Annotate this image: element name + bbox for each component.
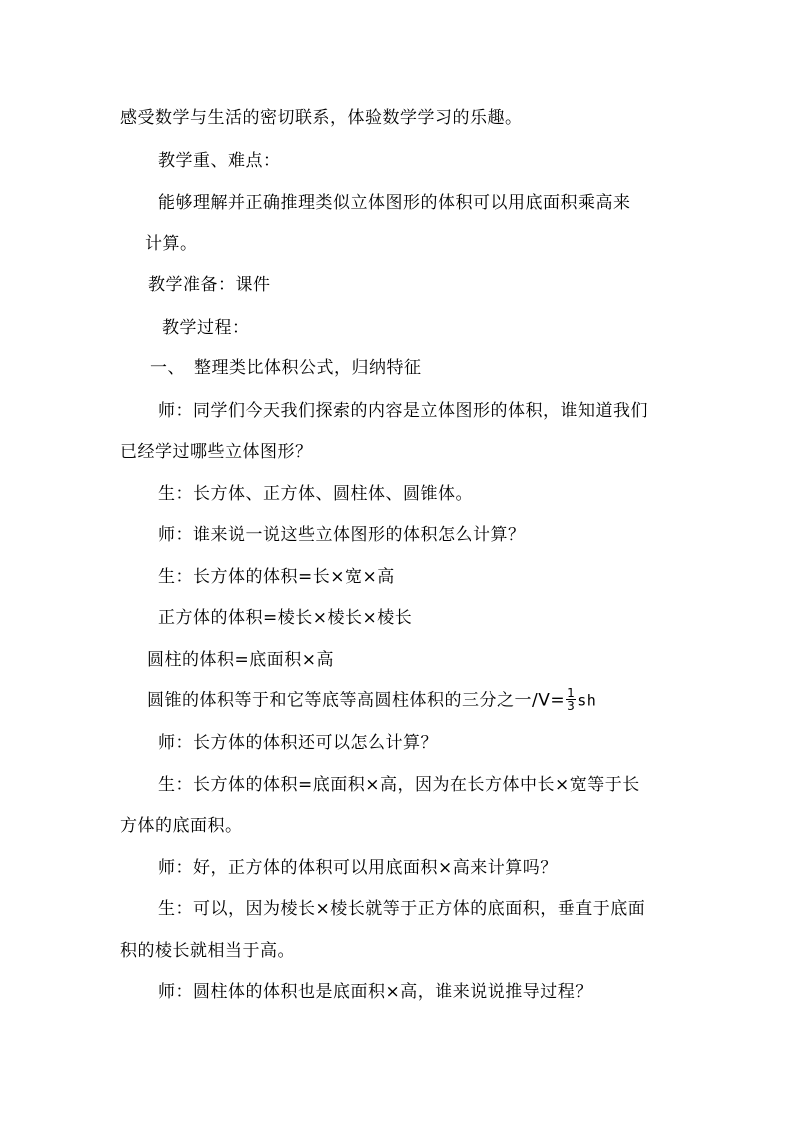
paragraph-line: 生：长方体的体积=长×宽×高 bbox=[158, 567, 395, 587]
paragraph-line: 积的棱长就相当于高。 bbox=[120, 941, 295, 961]
paragraph-line: 生：长方体、正方体、圆柱体、圆锥体。 bbox=[158, 484, 473, 504]
paragraph-line: 圆柱的体积=底面积×高 bbox=[147, 650, 334, 670]
paragraph-line: 方体的底面积。 bbox=[120, 816, 243, 836]
paragraph-line: 已经学过哪些立体图形？ bbox=[120, 442, 313, 462]
section-heading: 教学准备：课件 bbox=[148, 275, 271, 295]
section-heading: 教学重、难点： bbox=[158, 151, 281, 171]
fraction-numerator: 1 bbox=[567, 686, 576, 700]
paragraph-line: 计算。 bbox=[145, 234, 198, 254]
paragraph-line: 正方体的体积=棱长×棱长×棱长 bbox=[158, 608, 413, 628]
formula-variables: sh bbox=[577, 691, 597, 710]
paragraph-line: 感受数学与生活的密切联系，体验数学学习的乐趣。 bbox=[120, 108, 523, 128]
paragraph-line: 师：谁来说一说这些立体图形的体积怎么计算？ bbox=[158, 525, 526, 545]
fraction bbox=[566, 687, 576, 712]
formula-text: 圆锥的体积等于和它等底等高圆柱体积的三分之一/V= bbox=[147, 690, 566, 711]
paragraph-line: 生：长方体的体积=底面积×高，因为在长方体中长×宽等于长 bbox=[158, 775, 640, 795]
formula-line bbox=[147, 688, 596, 713]
section-heading: 教学过程： bbox=[162, 318, 250, 338]
paragraph-line: 能够理解并正确推理类似立体图形的体积可以用底面积乘高来 bbox=[158, 193, 631, 213]
section-heading: 一、 整理类比体积公式，归纳特征 bbox=[150, 358, 422, 378]
paragraph-line: 师：长方体的体积还可以怎么计算？ bbox=[158, 733, 438, 753]
paragraph-line: 师：好，正方体的体积可以用底面积×高来计算吗？ bbox=[158, 858, 558, 878]
paragraph-line: 生：可以，因为棱长×棱长就等于正方体的底面积，垂直于底面 bbox=[158, 899, 646, 919]
fraction-denominator: 3 bbox=[567, 699, 576, 713]
paragraph-line: 师：圆柱体的体积也是底面积×高，谁来说说推导过程？ bbox=[158, 982, 593, 1002]
paragraph-line: 师：同学们今天我们探索的内容是立体图形的体积，谁知道我们 bbox=[158, 401, 648, 421]
